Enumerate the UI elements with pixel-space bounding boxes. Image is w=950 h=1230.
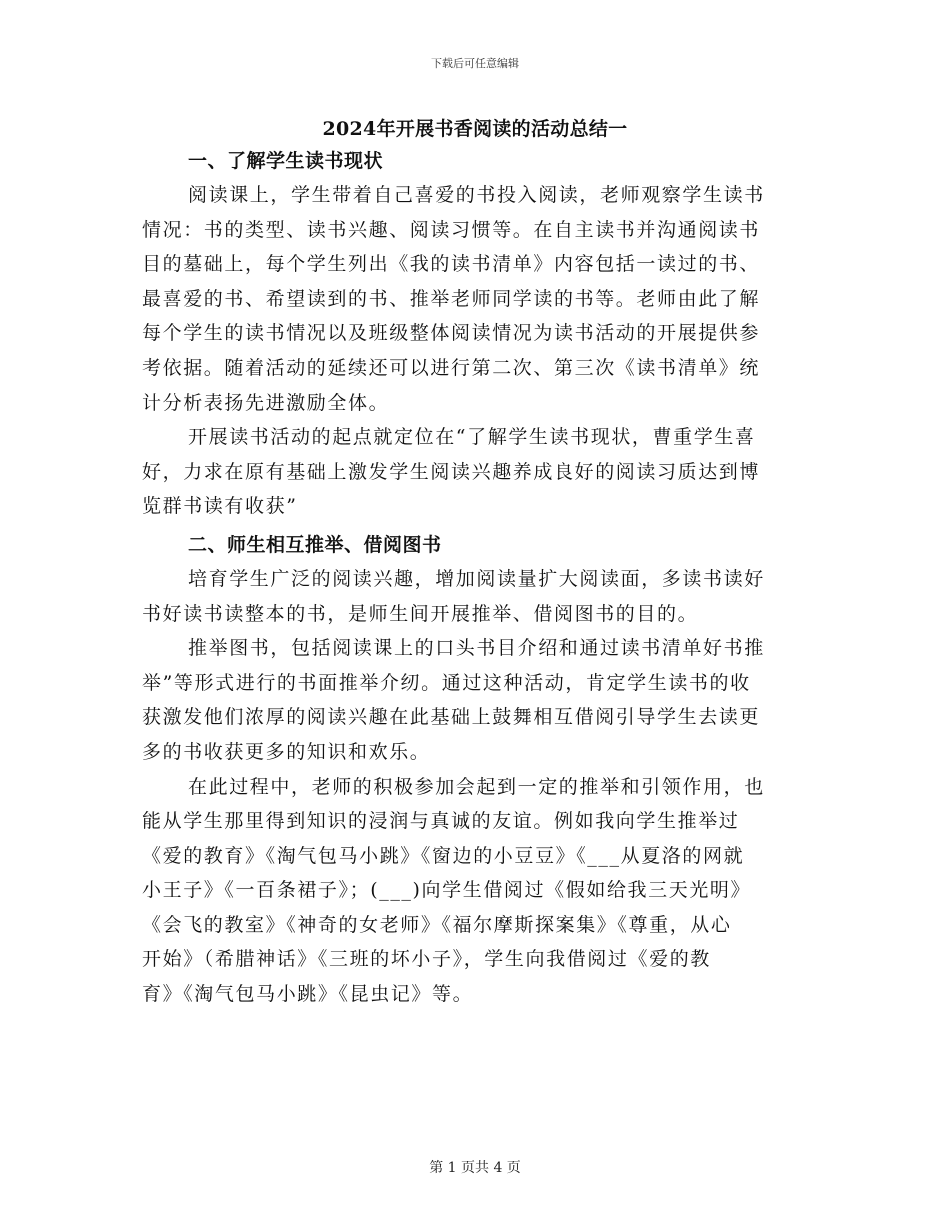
text-line: 每个学生的读书情况以及班级整体阅读情况为读书活动的开展提供参 [142,322,761,345]
text-line: 举”等形式进行的书面推举介纫。通过这种活动，肯定学生读书的收 [142,671,751,694]
paragraph [142,631,812,769]
text-line: 小王子》《一百条裙子》；(___)向学生借阅过《假如给我三天光明》 [142,879,752,902]
text-line: 书好读书读整本的书，是师生间开展推举、借阅图书的目的。 [142,602,699,625]
paragraph [142,770,812,1012]
document-body [142,144,812,1012]
text-line: 《爱的教育》《淘气包马小跳》《窗边的小豆豆》《___从夏洛的网就 [142,844,745,867]
paragraph [142,178,812,420]
text-line: 开始》（希腊神话》《三班的坏小子》，学生向我借阅过《爱的教 [142,948,711,971]
page-number: 第 1 页共 4 页 [429,1160,521,1176]
header-note: 下载后可任意编辑 [431,57,519,70]
text-line: 获激发他们浓厚的阅读兴趣在此基础上鼓舞相互借阅引导学生去读更 [142,706,761,729]
section-heading: 二、师生相互推举、借阅图书 [188,533,442,556]
text-line: 阅读课上，学生带着自己喜爱的书投入阅读，老师观察学生读书 [188,184,765,206]
text-line: 推举图书，包括阅读课上的口头书目介绍和通过读书清单好书推 [188,637,765,660]
text-line: 情况：书的类型、读书兴趣、阅读习惯等。在自主读书并沟通阅读书 [142,218,761,241]
text-line: 育》《淘气包马小跳》《昆虫记》等。 [142,983,474,1006]
paragraph [142,420,812,524]
text-line: 培育学生广泛的阅读兴趣，增加阅读量扩大阅读面，多读书读好 [188,567,765,590]
text-line: 好，力求在原有基础上激发学生阅读兴趣养成良好的阅读习质达到博 [142,460,761,483]
text-line: 开展读书活动的起点就定位在“了解学生读书现状，曹重学生喜 [188,426,756,449]
text-line: 能从学生那里得到知识的浸润与真诚的友谊。例如我向学生推举过 [142,810,740,833]
text-line: 览群书读有收获” [142,495,298,518]
paragraph [142,562,812,631]
text-line: 多的书收获更多的知识和欢乐。 [142,740,431,763]
text-line: 在此过程中，老师的积极参加会起到一定的推举和引领作用，也 [188,775,765,798]
text-line: 计分析表扬先进激励全体。 [142,391,390,414]
text-line: 《会飞的教室》《神奇的女老师》《福尔摩斯探案集》《尊重，从心 [142,913,732,936]
section-heading: 一、了解学生读书现状 [188,150,384,172]
text-line: 最喜爱的书、希望读到的书、推举老师同学读的书等。老师由此了解 [142,287,761,310]
text-line: 考依据。随着活动的延续还可以进行第二次、第三次《读书清单》统 [142,356,761,379]
document-title: 2024年开展书香阅读的活动总结一 [322,118,628,140]
text-line: 目的墓础上，每个学生列出《我的读书清单》内容包括一读过的书、 [142,253,761,276]
